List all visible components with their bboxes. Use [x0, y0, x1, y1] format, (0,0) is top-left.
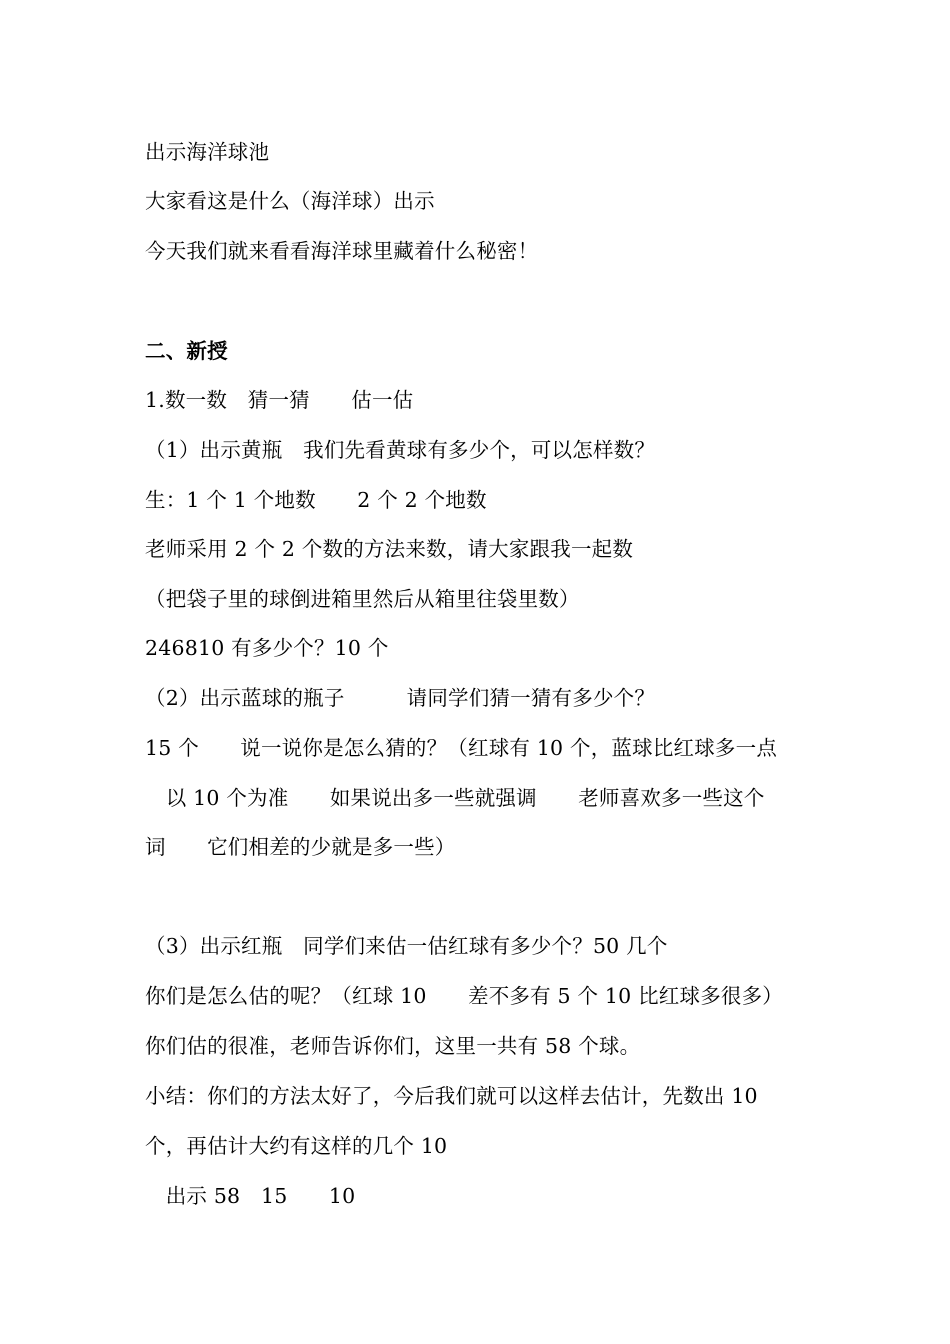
text-line: 大家看这是什么（海洋球）出示 [145, 189, 435, 213]
text-line: 生：1 个 1 个地数 2 个 2 个地数 [145, 488, 487, 512]
text-line: 246810 有多少个？10 个 [145, 636, 389, 660]
text-line: 出示 58 15 10 [145, 1184, 356, 1208]
text-line: 老师采用 2 个 2 个数的方法来数，请大家跟我一起数 [145, 537, 634, 561]
text-line: 个，再估计大约有这样的几个 10 [145, 1134, 448, 1158]
text-line: 15 个 说一说你是怎么猜的？（红球有 10 个，蓝球比红球多一点 [145, 736, 778, 760]
text-line: 今天我们就来看看海洋球里藏着什么秘密！ [145, 239, 539, 263]
text-line: 你们是怎么估的呢？（红球 10 差不多有 5 个 10 比红球多很多） [145, 984, 783, 1008]
text-line: （把袋子里的球倒进箱里然后从箱里往袋里数） [145, 587, 580, 611]
text-line: 词 它们相差的少就是多一些） [145, 835, 456, 859]
text-line: 小结：你们的方法太好了，今后我们就可以这样去估计，先数出 10 [145, 1084, 758, 1108]
text-line: （3）出示红瓶 同学们来估一估红球有多少个？50 几个 [145, 934, 668, 958]
section-heading: 二、新授 [145, 339, 228, 363]
text-line: 你们估的很准，老师告诉你们，这里一共有 58 个球。 [145, 1034, 641, 1058]
text-line: 以 10 个为准 如果说出多一些就强调 老师喜欢多一些这个 [145, 786, 765, 810]
text-line: （1）出示黄瓶 我们先看黄球有多少个，可以怎样数？ [145, 438, 656, 462]
text-line: （2）出示蓝球的瓶子 请同学们猜一猜有多少个？ [145, 686, 656, 710]
text-line: 出示海洋球池 [145, 140, 270, 164]
text-line: 1.数一数 猜一猜 估一估 [145, 388, 414, 412]
